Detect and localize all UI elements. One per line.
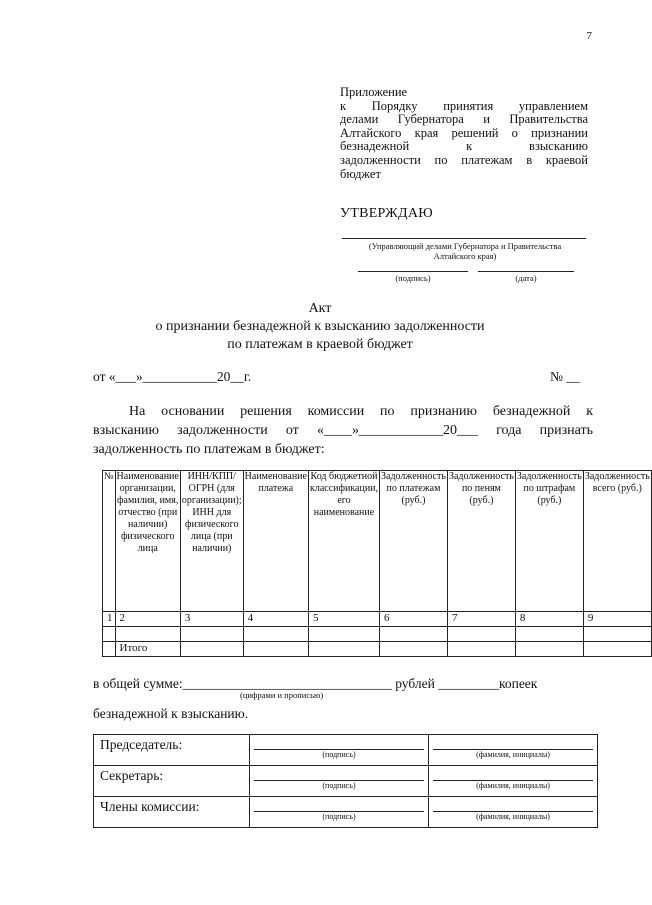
column-number: 7 <box>447 612 515 627</box>
signature-cell: (подпись) <box>250 735 429 766</box>
annex-line: безнадежной к взысканию <box>340 139 588 154</box>
column-number: 6 <box>380 612 448 627</box>
column-number: 9 <box>583 612 651 627</box>
table-header: Задолженность всего (руб.) <box>583 471 651 612</box>
act-subtitle: по платежам в краевой бюджет <box>227 337 413 352</box>
name-cell: (фамилия, инициалы) <box>429 735 598 766</box>
annex-line: бюджет <box>340 166 381 181</box>
column-number: 1 <box>103 612 116 627</box>
act-number: № __ <box>550 369 580 384</box>
commission-row <box>94 766 598 797</box>
commission-role: Председатель: <box>94 735 250 766</box>
signature-cell: (подпись) <box>250 766 429 797</box>
annex-block <box>340 86 588 181</box>
act-date: от «___»___________20__г. <box>93 369 252 384</box>
date-caption: (дата) <box>515 273 537 283</box>
table-header: № <box>103 471 116 612</box>
column-number: 5 <box>308 612 379 627</box>
table-header: Наименование платежа <box>243 471 308 612</box>
table-row <box>103 627 652 642</box>
table-row <box>103 612 652 627</box>
table-header: Код бюджетной классификации, его наименование <box>308 471 379 612</box>
table-header-row <box>103 471 652 612</box>
approval-title: УТВЕРЖДАЮ <box>340 206 433 221</box>
total-label: Итого <box>115 642 180 657</box>
annex-line: делами Губернатора и Правительства <box>340 112 588 127</box>
date-line <box>478 271 574 272</box>
column-number: 8 <box>515 612 583 627</box>
basis-paragraph: На основании решения комиссии по признанию безнадежной к взысканию задолженности от «____»____________20___ года признать задолженность по платежам в бюджет: <box>93 404 593 457</box>
position-caption: (Управляющий делами Губернатора и Правительства Алтайского края) <box>368 241 562 261</box>
annex-line: Приложение <box>340 85 408 99</box>
table-header: Задолженность по пеням (руб.) <box>447 471 515 612</box>
annex-line: к Порядку принятия управлением <box>340 98 588 113</box>
total-row <box>103 642 652 657</box>
column-number: 2 <box>115 612 180 627</box>
page-number: 7 <box>586 30 592 42</box>
signature-cell: (подпись) <box>250 797 429 828</box>
total-sum-line: в общей сумме:_______________________________ рублей _________копеек <box>93 676 538 691</box>
commission-role: Члены комиссии: <box>94 797 250 828</box>
debt-table <box>102 470 652 657</box>
column-number: 4 <box>243 612 308 627</box>
commission-role: Секретарь: <box>94 766 250 797</box>
commission-row <box>94 735 598 766</box>
annex-line: Алтайского края решений о признании <box>340 125 588 140</box>
commission-table <box>93 734 598 828</box>
hopeless-text: безнадежной к взысканию. <box>93 706 249 721</box>
name-cell: (фамилия, инициалы) <box>429 766 598 797</box>
table-header: ИНН/КПП/ ОГРН (для организации); ИНН для физического лица (при наличии) <box>180 471 243 612</box>
annex-line: задолженности по платежам в краевой <box>340 152 588 167</box>
act-subtitle: о признании безнадежной к взысканию задолженности <box>155 319 485 334</box>
table-header: Наименование организации, фамилия, имя, отчество (при наличии) физического лица <box>115 471 180 612</box>
position-signature-line <box>342 238 586 239</box>
table-header: Задолженность по штрафам (руб.) <box>515 471 583 612</box>
table-header: Задолженность по платежам (руб.) <box>380 471 448 612</box>
name-cell: (фамилия, инициалы) <box>429 797 598 828</box>
column-number: 3 <box>180 612 243 627</box>
sum-caption: (цифрами и прописью) <box>240 690 324 700</box>
act-title: Акт <box>308 301 332 316</box>
signature-caption: (подпись) <box>395 273 431 283</box>
signature-line <box>358 271 468 272</box>
commission-row <box>94 797 598 828</box>
